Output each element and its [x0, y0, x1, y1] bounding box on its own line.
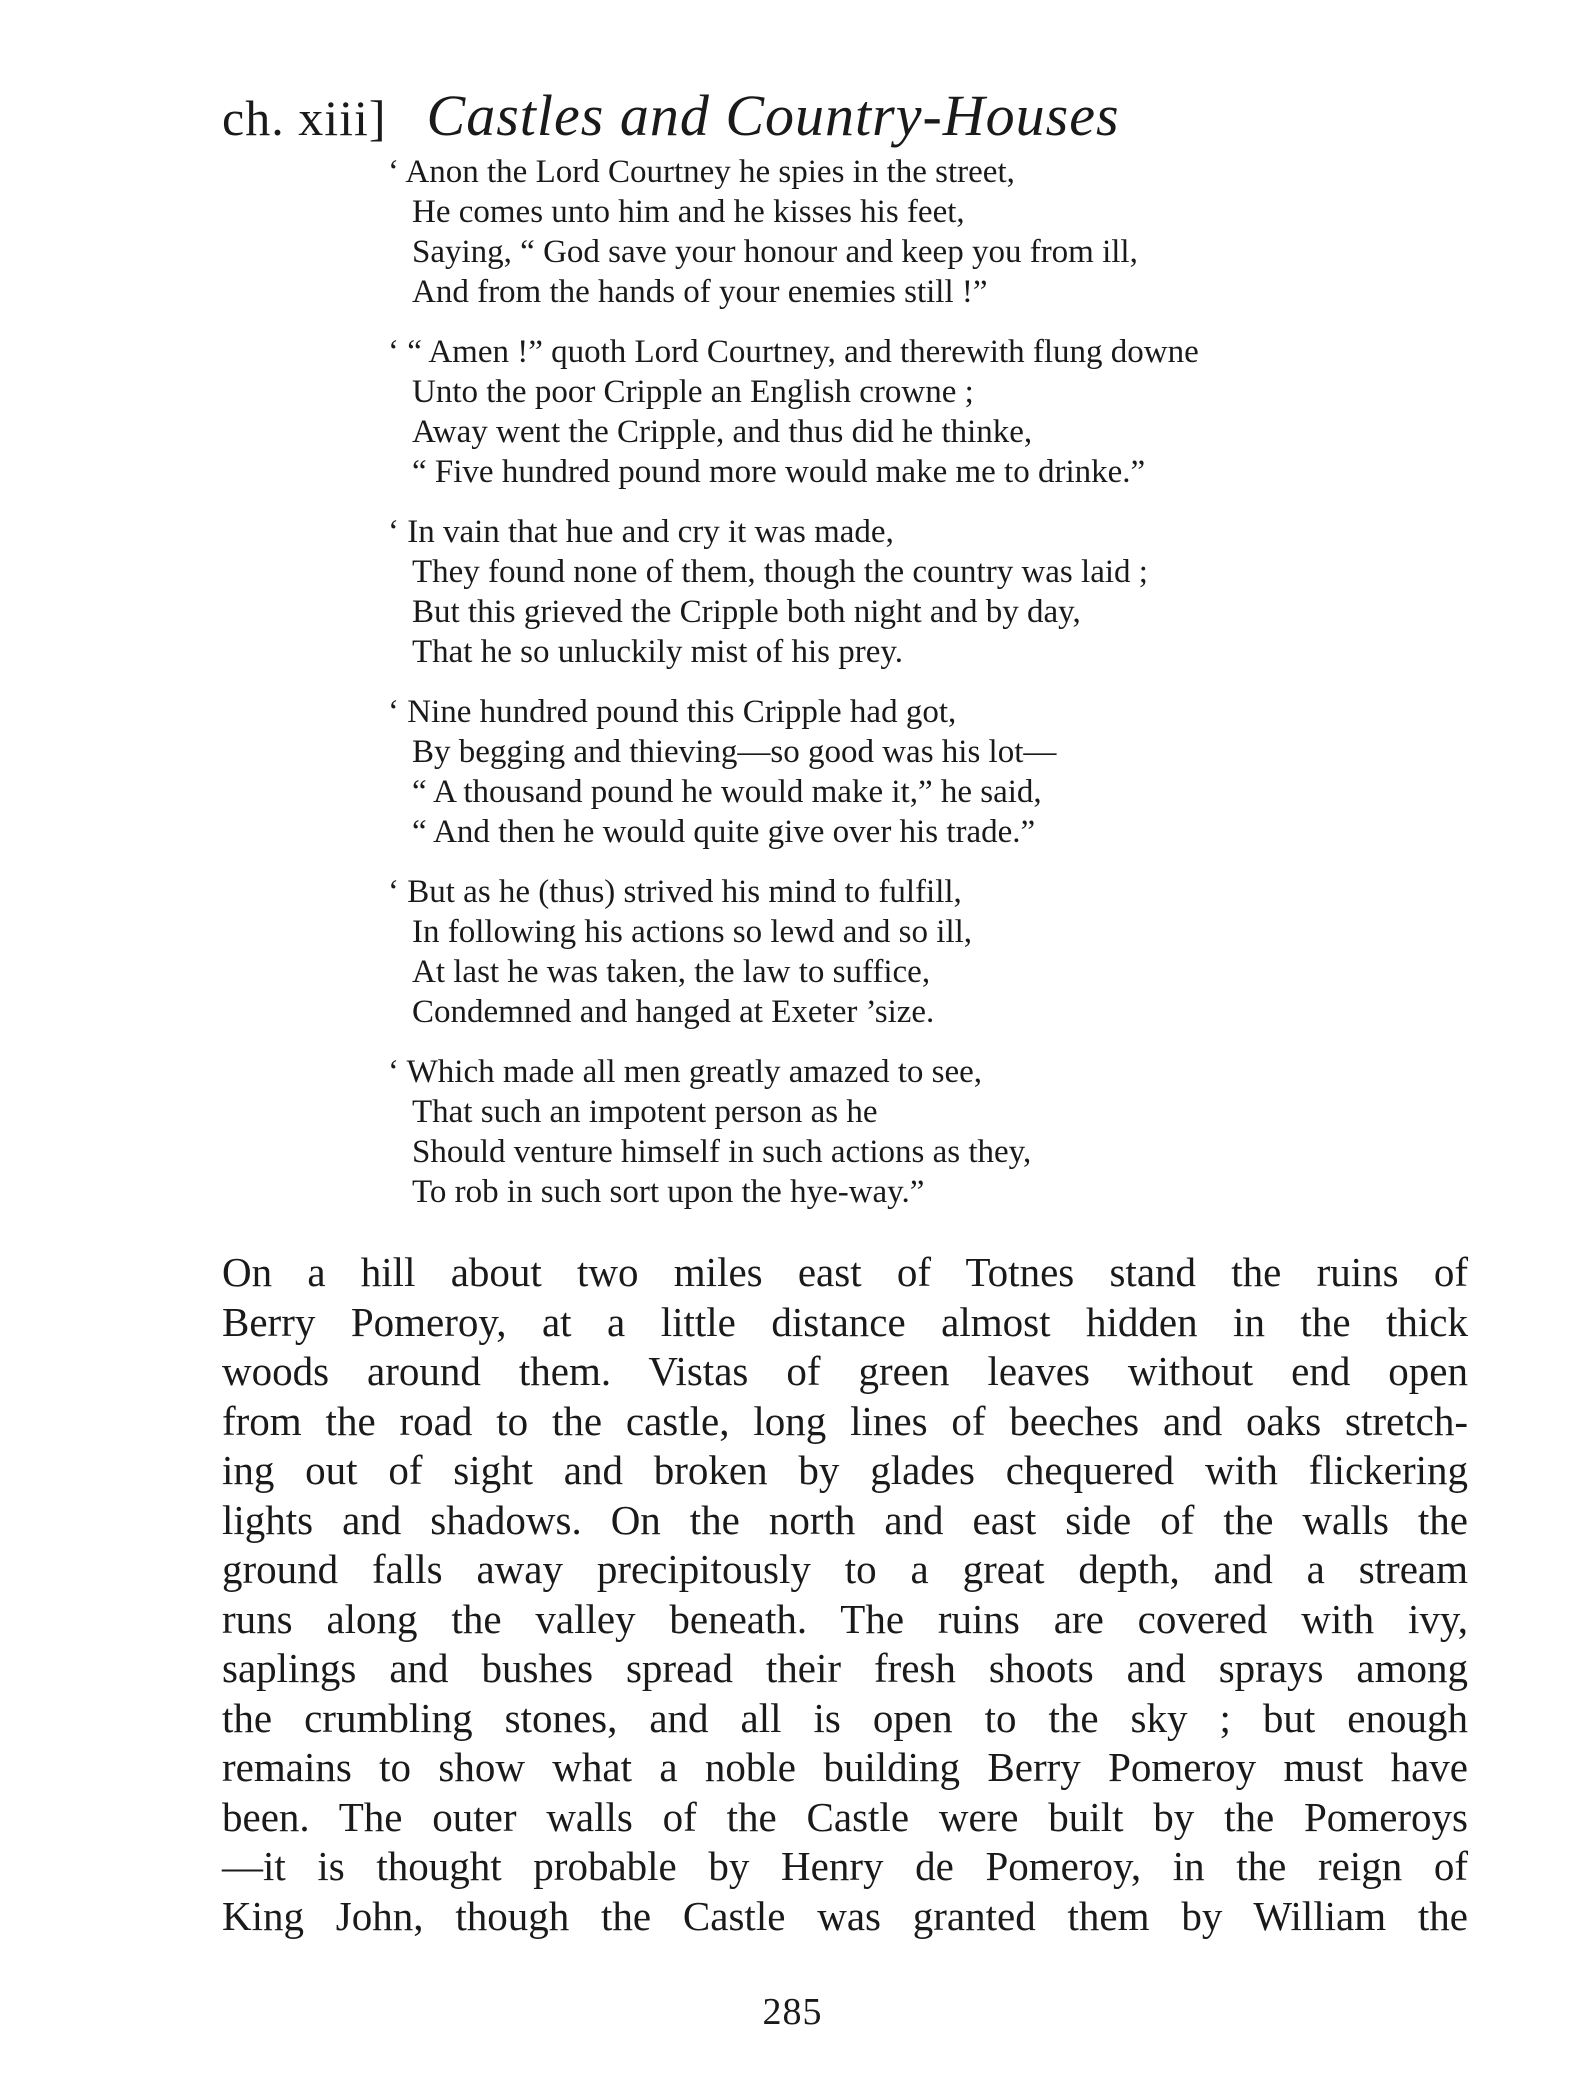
running-title: Castles and Country-Houses — [426, 83, 1120, 148]
verse-line: Unto the poor Cripple an English crowne ; — [412, 374, 974, 410]
verse-line: “ And then he would quite give over his trade.” — [412, 814, 1036, 850]
prose-line: On a hill about two miles east of Totnes stand the ruins of — [222, 1249, 1468, 1295]
verse-line: And from the hands of your enemies still !” — [412, 274, 988, 310]
prose-line: saplings and bushes spread their fresh shoots and sprays among — [222, 1645, 1468, 1691]
prose-line: woods around them. Vistas of green leaves without end open — [222, 1348, 1468, 1394]
prose-line: from the road to the castle, long lines of beeches and oaks stretch- — [222, 1397, 1468, 1444]
verse-line: ‘ In vain that hue and cry it was made, — [388, 514, 894, 550]
verse-line: ‘ Anon the Lord Courtney he spies in the street, — [388, 154, 1015, 190]
verse-line: “ Five hundred pound more would make me to drinke.” — [412, 454, 1146, 490]
verse-line: Should venture himself in such actions as they, — [412, 1134, 1032, 1170]
prose-line: ing out of sight and broken by glades chequered with flickering — [222, 1447, 1468, 1493]
verse-line: Saying, “ God save your honour and keep you from ill, — [412, 234, 1138, 270]
prose-line: King John, though the Castle was granted them by William the — [222, 1892, 1468, 1939]
page-number: 285 — [762, 1991, 823, 2033]
verse-line: That such an impotent person as he — [412, 1094, 878, 1130]
prose-line: the crumbling stones, and all is open to the sky ; but enough — [222, 1694, 1468, 1741]
verse-line: ‘ Nine hundred pound this Cripple had got, — [388, 694, 957, 730]
verse-line: Condemned and hanged at Exeter ’size. — [412, 994, 935, 1030]
prose-line: lights and shadows. On the north and east side of the walls the — [222, 1496, 1468, 1543]
stanza — [388, 1052, 1468, 1212]
stanza — [388, 512, 1468, 672]
verse-line: “ A thousand pound he would make it,” he said, — [412, 774, 1042, 810]
verse-line: Away went the Cripple, and thus did he thinke, — [412, 414, 1033, 450]
stanza — [388, 152, 1468, 312]
prose-line: runs along the valley beneath. The ruins are covered with ivy, — [222, 1595, 1468, 1642]
verse-line: At last he was taken, the law to suffice, — [412, 954, 931, 990]
verse-line: ‘ But as he (thus) strived his mind to fulfill, — [388, 874, 962, 910]
chapter-marker: ch. xiii] — [222, 90, 387, 146]
prose-line: Berry Pomeroy, at a little distance almost hidden in the thick — [222, 1298, 1468, 1345]
verse-line: To rob in such sort upon the hye-way.” — [412, 1174, 925, 1210]
stanza — [388, 332, 1468, 492]
verse-line: ‘ Which made all men greatly amazed to see, — [388, 1054, 983, 1090]
prose-line: been. The outer walls of the Castle were built by the Pomeroys — [222, 1793, 1468, 1840]
verse-line: By begging and thieving—so good was his lot— — [412, 734, 1057, 770]
verse-line: That he so unluckily mist of his prey. — [412, 634, 903, 670]
stanza — [388, 872, 1468, 1032]
verse-line: But this grieved the Cripple both night and by day, — [412, 594, 1081, 630]
prose-paragraph — [222, 1248, 1468, 1941]
verse-line: ‘ “ Amen !” quoth Lord Courtney, and therewith flung downe — [388, 334, 1199, 370]
verse-line: He comes unto him and he kisses his feet, — [412, 194, 965, 230]
verse-line: They found none of them, though the country was laid ; — [412, 554, 1148, 590]
ballad-verse — [388, 152, 1468, 1232]
prose-line: —it is thought probable by Henry de Pomeroy, in the reign of — [222, 1843, 1468, 1889]
prose-line: remains to show what a noble building Berry Pomeroy must have — [222, 1744, 1468, 1790]
stanza — [388, 692, 1468, 852]
running-head — [222, 82, 1342, 162]
prose-line: ground falls away precipitously to a great depth, and a stream — [222, 1546, 1468, 1592]
verse-line: In following his actions so lewd and so ill, — [412, 914, 973, 950]
